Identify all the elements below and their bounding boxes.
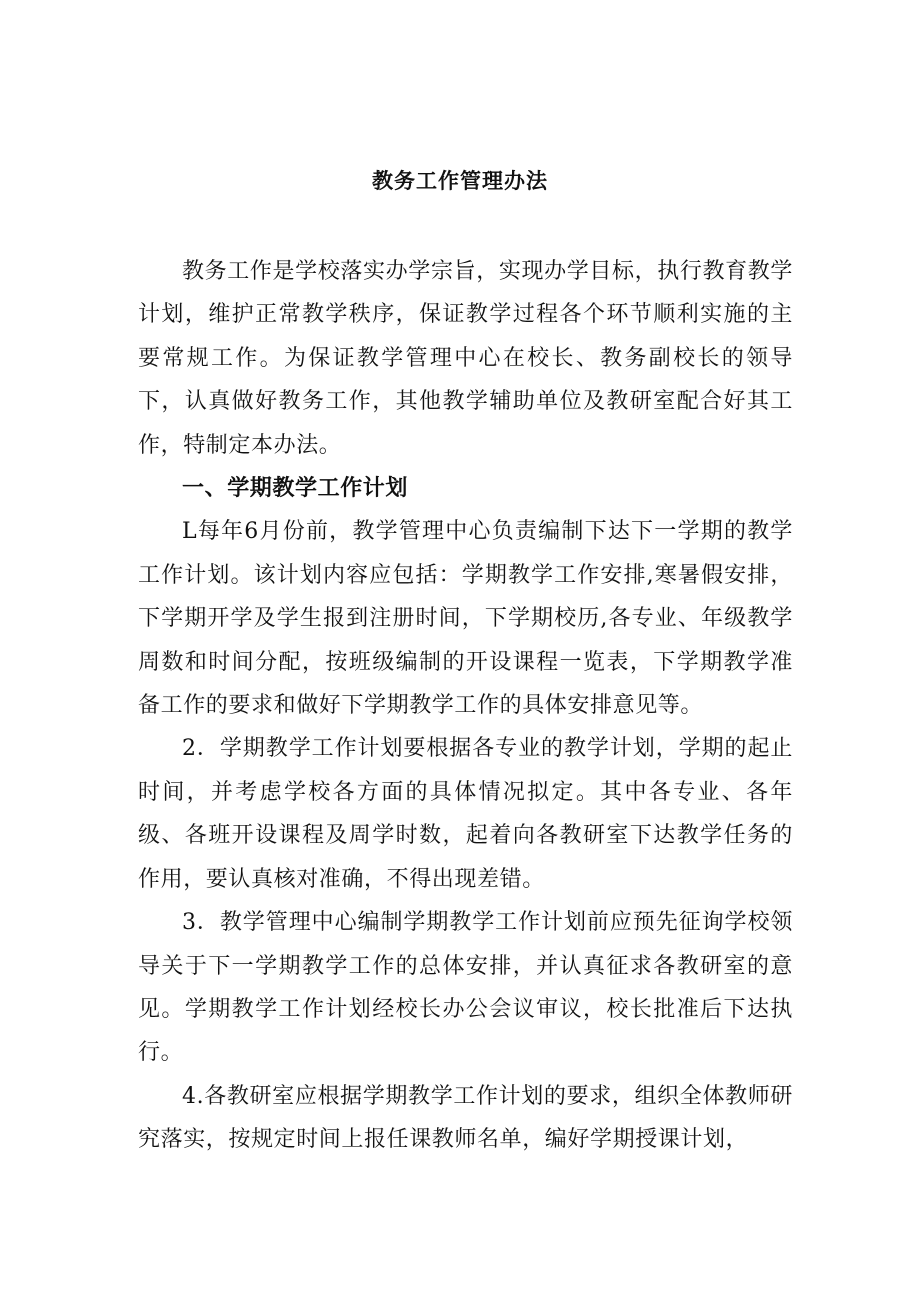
section-heading: 一、学期教学工作计划 — [182, 476, 409, 502]
intro-paragraph: 教务工作是学校落实办学宗旨，实现办学目标，执行教育教学计划，维护正常教学秩序，保证教学过程各个环节顺利实施的主要常规工作。为保证教学管理中心在校长、教务副校长的领导下，认真做好教务工作，其他教学辅助单位及教研室配合好其工作，特制定本办法。 — [138, 259, 793, 458]
document-body — [138, 250, 793, 1162]
list-item: 3．教学管理中心编制学期教学工作计划前应预先征询学校领导关于下一学期教学工作的总体安排，并认真征求各教研室的意见。学期教学工作计划经校长办公会议审议，校长批准后下达执行。 — [138, 910, 793, 1066]
list-item: 2．学期教学工作计划要根据各专业的教学计划，学期的起止时间，并考虑学校各方面的具体情况拟定。其中各专业、各年级、各班开设课程及周学时数，起着向各教研室下达教学任务的作用，要认真核对准确，不得出现差错。 — [138, 736, 793, 892]
list-item: L每年6月份前，教学管理中心负责编制下达下一学期的教学工作计划。该计划内容应包括：学期教学工作安排,寒暑假安排，下学期开学及学生报到注册时间，下学期校历,各专业、年级教学周数和时间分配，按班级编制的开设课程一览表，下学期教学准备工作的要求和做好下学期教学工作的具体安排意见等。 — [138, 519, 793, 719]
list-item: 4.各教研室应根据学期教学工作计划的要求，组织全体教师研究落实，按规定时间上报任课教师名单，编好学期授课计划， — [138, 1083, 793, 1153]
document-title: 教务工作管理办法 — [372, 169, 548, 193]
